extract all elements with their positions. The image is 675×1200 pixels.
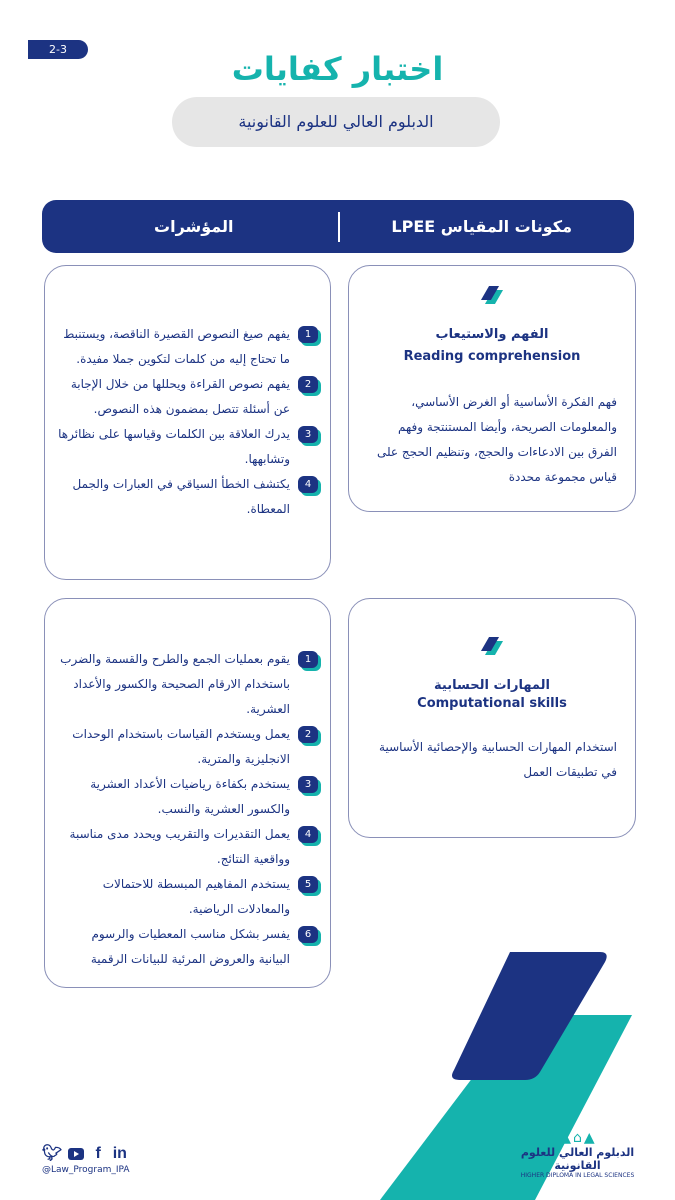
indicator-text: يفهم صيغ النصوص القصيرة الناقصة، ويستنبط ما تحتاج إليه من كلمات لتكوين جملا مفيدة. — [63, 327, 290, 366]
indicator-item — [57, 872, 318, 922]
brand-mark-icon — [479, 286, 505, 312]
logo-text-ar: الدبلوم العالي للعلوم القانونية — [520, 1146, 635, 1172]
header-indicators: المؤشرات — [154, 217, 234, 236]
component-card-reading — [348, 265, 636, 512]
component-description: استخدام المهارات الحسابية والإحصائية الأساسية في تطبيقات العمل — [379, 740, 617, 779]
logo-emblem-icon: ٰ▲⌂▲ — [558, 1130, 597, 1146]
indicator-list — [45, 647, 330, 972]
component-title-en: Computational skills — [417, 696, 567, 711]
indicators-card-reading — [44, 265, 331, 580]
social-handle: @Law_Program_IPA — [42, 1165, 130, 1175]
header-bar — [42, 200, 634, 253]
indicator-number: 4 — [298, 476, 318, 493]
youtube-icon[interactable] — [68, 1148, 84, 1160]
indicator-item — [57, 422, 318, 472]
indicator-number: 5 — [298, 876, 318, 893]
footer-logo — [505, 1130, 650, 1179]
component-title-en: Reading comprehension — [403, 349, 581, 364]
component-card-computational — [348, 598, 636, 838]
indicator-list — [45, 322, 330, 522]
subtitle-pill: الدبلوم العالي للعلوم القانونية — [172, 97, 500, 147]
indicator-text: يستخدم بكفاءة رياضيات الأعداد العشرية والكسور العشرية والنسب. — [90, 777, 290, 816]
page-number: 2-3 — [28, 40, 88, 59]
header-components: مكونات المقياس LPEE — [391, 217, 572, 236]
indicator-text: يفهم نصوص القراءة ويحللها من خلال الإجابة عن أسئلة تتصل بمضمون هذه النصوص. — [70, 377, 290, 416]
indicator-text: يقوم بعمليات الجمع والطرح والقسمة والضرب باستخدام الارقام الصحيحة والكسور والأعداد العشرية. — [60, 652, 290, 716]
social-icons — [42, 1143, 127, 1163]
indicator-item — [57, 822, 318, 872]
linkedin-icon[interactable]: in — [112, 1145, 127, 1162]
indicator-item — [57, 922, 318, 972]
twitter-icon[interactable]: 🐦︎ — [42, 1143, 63, 1162]
indicator-text: يفسر بشكل مناسب المعطيات والرسوم البيانية والعروض المرئية للبيانات الرقمية — [90, 927, 290, 966]
indicator-number: 2 — [298, 376, 318, 393]
facebook-icon[interactable]: f — [95, 1145, 101, 1162]
header-divider — [338, 212, 340, 242]
indicator-number: 2 — [298, 726, 318, 743]
indicator-number: 3 — [298, 426, 318, 443]
indicator-item — [57, 772, 318, 822]
indicator-item — [57, 472, 318, 522]
indicators-card-computational — [44, 598, 331, 988]
indicator-text: يكتشف الخطأ السياقي في العبارات والجمل المعطاة. — [72, 477, 290, 516]
component-title-ar: المهارات الحسابية — [434, 678, 550, 693]
logo-text-en: HIGHER DIPLOMA IN LEGAL SCIENCES — [520, 1172, 635, 1179]
indicator-item — [57, 722, 318, 772]
indicator-number: 1 — [298, 651, 318, 668]
indicator-item — [57, 322, 318, 372]
indicator-item — [57, 647, 318, 722]
component-title-ar: الفهم والاستيعاب — [435, 327, 549, 342]
indicator-number: 6 — [298, 926, 318, 943]
brand-mark-icon — [479, 637, 505, 663]
page-title: اختبار كفايات — [231, 50, 444, 88]
indicator-number: 1 — [298, 326, 318, 343]
indicator-text: يعمل ويستخدم القياسات باستخدام الوحدات الانجليزية والمترية. — [72, 727, 290, 766]
indicator-text: يدرك العلاقة بين الكلمات وقياسها على نظائرها وتشابهها. — [58, 427, 290, 466]
indicator-text: يستخدم المفاهيم المبسطة للاحتمالات والمعادلات الرياضية. — [102, 877, 290, 916]
indicator-item — [57, 372, 318, 422]
component-description: فهم الفكرة الأساسية أو الغرض الأساسي، والمعلومات الصريحة، وأيضا المستنتجة وفهم الفرق بين الادعاءات والحجج، وتنظيم الحجج على قياس مجموعة محددة — [376, 395, 617, 484]
indicator-number: 3 — [298, 776, 318, 793]
indicator-text: يعمل التقديرات والتقريب ويحدد مدى مناسبة وواقعية النتائج. — [69, 827, 290, 866]
indicator-number: 4 — [298, 826, 318, 843]
